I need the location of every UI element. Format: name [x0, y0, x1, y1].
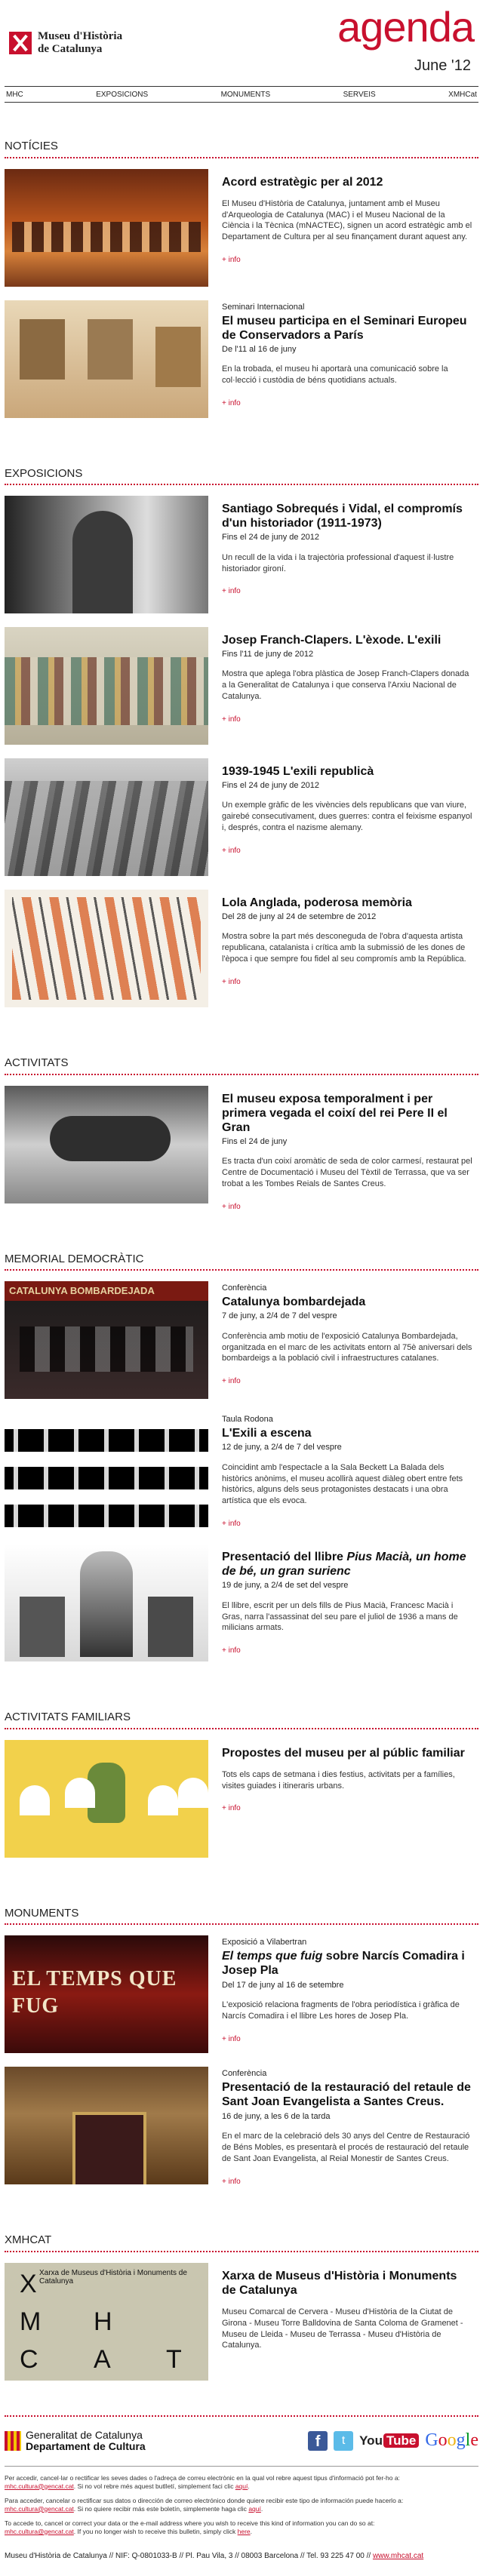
- item-title-main: Presentació del llibre: [222, 1551, 347, 1563]
- more-info-link[interactable]: + info: [222, 978, 241, 987]
- more-info-link[interactable]: + info: [222, 1520, 241, 1529]
- more-info-link[interactable]: + info: [222, 1646, 241, 1655]
- top-nav: [5, 86, 478, 103]
- legal-notice: [5, 2474, 478, 2536]
- header: [5, 0, 478, 83]
- more-info-link[interactable]: + info: [222, 587, 241, 596]
- legal-es: Para acceder, cancelar o rectificar sus datos o dirección de correo electrónico donde quiere recibir este tipo de información puede hacerlo a: mhc.cultura@gencat.cat. Si no quiere recibir más este boletín, simplemente haga clic aquí.: [5, 2496, 404, 2513]
- agenda-date: June '12: [414, 57, 471, 74]
- museum-logo[interactable]: [9, 30, 122, 55]
- xmhcat-letter: X: [20, 2269, 37, 2298]
- list-item: [5, 1086, 478, 1211]
- gencat-flag-icon: [5, 2431, 21, 2451]
- email-link[interactable]: mhc.cultura@gencat.cat: [5, 2527, 74, 2535]
- section-heading-noticies: NOTÍCIES: [5, 103, 478, 158]
- item-title: 1939-1945 L'exili republicà: [222, 765, 374, 778]
- item-dates: De l'11 al 16 de juny: [222, 345, 297, 355]
- item-image[interactable]: [5, 890, 208, 1007]
- item-title: Josep Franch-Clapers. L'èxode. L'exili: [222, 634, 441, 647]
- unsubscribe-link[interactable]: aquí: [235, 2482, 248, 2490]
- nav-serveis[interactable]: SERVEIS: [343, 90, 376, 99]
- xmhcat-letter: H: [94, 2307, 112, 2336]
- xmhcat-letter: A: [94, 2344, 111, 2374]
- list-item: [5, 2067, 478, 2184]
- youtube-text-b: Tube: [383, 2433, 419, 2448]
- item-title-book: Pius Macià, un home de bé, un gran surienc: [222, 1551, 466, 1578]
- item-kicker: Seminari Internacional: [222, 302, 305, 312]
- list-item: [5, 1935, 478, 2053]
- item-title: Xarxa de Museus d'Història i Monuments de Catalunya: [222, 2269, 457, 2297]
- item-image[interactable]: [5, 627, 208, 745]
- section-heading-exposicions: EXPOSICIONS: [5, 432, 478, 486]
- legal-en: To accede to, cancel or correct your data or the e-mail address where you wish to receive this kind of information you can do so at: mhc.cultura@gencat.cat. If you no longer wish to receive this bulletin, simply click here.: [5, 2519, 375, 2535]
- xmhcat-letter: M: [20, 2307, 42, 2336]
- item-image[interactable]: [5, 300, 208, 418]
- item-dates: 19 de juny, a 2/4 de set del vespre: [222, 1581, 349, 1591]
- section-heading-xmhcat: XMHCAT: [5, 2198, 478, 2252]
- item-dates: Del 28 de juny al 24 de setembre de 2012: [222, 912, 377, 922]
- google-letter: G: [425, 2430, 438, 2451]
- xmhcat-letter: T: [166, 2344, 182, 2374]
- item-title: Acord estratègic per al 2012: [222, 175, 383, 189]
- nav-monuments[interactable]: MONUMENTS: [220, 90, 271, 99]
- item-text: Es tracta d'un coixí aromàtic de seda de color carmesí, restaurat pel Centre de Documentació i Museu del Tèxtil de Terrassa, que va ser trobat a les Tombes Reials de Santes Creus.: [222, 1157, 472, 1189]
- item-title: El museu participa en el Seminari Europeu de Conservadors a París: [222, 314, 467, 342]
- item-image[interactable]: [5, 1544, 208, 1661]
- footer-bar: [5, 2417, 478, 2467]
- item-image[interactable]: [5, 496, 208, 613]
- item-image[interactable]: [5, 1412, 208, 1530]
- item-dates: Fins l'11 de juny de 2012: [222, 650, 314, 659]
- youtube-text-a: You: [359, 2433, 383, 2448]
- item-title: Propostes del museu per al públic familiar: [222, 1746, 465, 1760]
- image-band: [5, 1429, 208, 1452]
- list-item: [5, 169, 478, 287]
- item-dates: 12 de juny, a 2/4 de 7 del vespre: [222, 1443, 342, 1452]
- item-text: El Museu d'Història de Catalunya, juntament amb el Museu d'Arqueologia de Catalunya (MAC) i el Museu Nacional de la Ciència i la Tècnica (mNACTEC), signen un acord estratègic amb el Departament de Cultura per al seu finançament durant aquest any.: [222, 198, 472, 242]
- more-info-link[interactable]: + info: [222, 1202, 241, 1211]
- list-item: [5, 2263, 478, 2381]
- item-text: Mostra que aplega l'obra plàstica de Josep Franch-Clapers donada a la Generalitat de Catalunya i que conserva l'Arxiu Nacional de Catalunya.: [222, 669, 469, 702]
- item-title: Santiago Sobrequés i Vidal, el compromís d'un historiador (1911-1973): [222, 503, 463, 530]
- item-title-em: El temps que fuig: [222, 1950, 323, 1963]
- footer-address: Museu d'Història de Catalunya // NIF: Q-0801033-B // Pl. Pau Vila, 3 // 08003 Barcelona // Tel. 93 225 47 00 // www.mhcat.cat: [5, 2551, 424, 2560]
- item-dates: 7 de juny, a 2/4 de 7 del vespre: [222, 1311, 337, 1321]
- item-dates: Fins el 24 de juny de 2012: [222, 533, 320, 543]
- list-item: [5, 1740, 478, 1858]
- list-item: [5, 1544, 478, 1661]
- item-kicker: Conferència: [222, 2069, 267, 2078]
- social-links: [308, 2429, 478, 2452]
- image-caption: CATALUNYA BOMBARDEJADA: [5, 1281, 208, 1301]
- twitter-icon[interactable]: t: [334, 2431, 353, 2451]
- list-item: [5, 758, 478, 876]
- item-text: L'exposició relaciona fragments de l'obra periodística i gràfica de Narcís Comadira i el llibre Les hores de Josep Pla.: [222, 2000, 460, 2021]
- item-kicker: Conferència: [222, 1283, 267, 1293]
- more-info-link[interactable]: + info: [222, 847, 241, 856]
- more-info-link[interactable]: + info: [222, 715, 241, 724]
- list-item: [5, 496, 478, 613]
- item-title: Presentació de la restauració del retaule de Sant Joan Evangelista a Santes Creus.: [222, 2081, 471, 2109]
- item-text: En la trobada, el museu hi aportarà una comunicació sobre la col·lecció i custòdia de béns quotidians actuals.: [222, 364, 448, 386]
- item-text: Un exemple gràfic de les vivències dels republicans que van viure, gairebé consecutivament, dues guerres: contra el feixisme espanyol i, després, contra el nazisme alemany.: [222, 801, 472, 833]
- item-image[interactable]: [5, 1935, 208, 2053]
- item-text: En el marc de la celebració dels 30 anys del Centre de Restauració de Béns Mobles, es presentarà el procés de restauració del retaule de Sant Joan Evangelista, al Reial Monestir de Santes Creus.: [222, 2131, 470, 2163]
- image-band: [5, 1505, 208, 1527]
- item-title-rest: sobre Narcís Comadira i Josep Pla: [222, 1950, 465, 1978]
- xmhcat-letter: C: [20, 2344, 38, 2374]
- section-heading-activitats: ACTIVITATS: [5, 1021, 478, 1075]
- gencat-line-1: Generalitat de Catalunya: [26, 2428, 143, 2441]
- item-title: [222, 1550, 474, 1578]
- gencat-line-2: Departament de Cultura: [26, 2440, 146, 2452]
- google-letter: o: [447, 2430, 457, 2451]
- more-info-link[interactable]: + info: [222, 2177, 241, 2186]
- google-letter: o: [438, 2430, 448, 2451]
- item-kicker: Exposició a Vilabertran: [222, 1938, 307, 1947]
- list-item: [5, 300, 478, 418]
- item-text: Museu Comarcal de Cervera - Museu d'Història de la Ciutat de Girona - Museu Torre Balldovina de Santa Coloma de Gramenet - Museu de Lleida - Museu de Terrassa - Museu d'Història de Catalunya.: [222, 2307, 463, 2350]
- image-band: [5, 1467, 208, 1489]
- item-dates: Del 17 de juny al 16 de setembre: [222, 1980, 344, 1990]
- xmhcat-logo-image[interactable]: [5, 2263, 208, 2381]
- unsubscribe-link[interactable]: aquí: [248, 2504, 261, 2513]
- item-dates: 16 de juny, a les 6 de la tarda: [222, 2111, 331, 2121]
- item-kicker: Taula Rodona: [222, 1415, 273, 1424]
- item-image[interactable]: [5, 1086, 208, 1203]
- item-image[interactable]: [5, 169, 208, 287]
- item-text: Tots els caps de setmana i dies festius, activitats per a famílies, visites guiades i itineraris urbans.: [222, 1769, 455, 1791]
- item-title: Lola Anglada, poderosa memòria: [222, 896, 412, 909]
- more-info-link[interactable]: + info: [222, 1377, 241, 1386]
- item-title: [222, 1949, 474, 1978]
- gencat-logo[interactable]: [5, 2430, 146, 2453]
- image-caption: EL TEMPS QUE FUG: [12, 1967, 177, 2018]
- email-link[interactable]: mhc.cultura@gencat.cat: [5, 2482, 74, 2490]
- google-letter: g: [456, 2430, 466, 2451]
- item-text: Conferència amb motiu de l'exposició Catalunya Bombardejada, organitzada en el marc de les activitats entorn al 75è aniversari dels bombardeigs a la població civil i infraestructures catalanes.: [222, 1331, 472, 1363]
- email-link[interactable]: mhc.cultura@gencat.cat: [5, 2504, 74, 2513]
- nav-xmhcat[interactable]: XMHCat: [448, 90, 477, 99]
- more-info-link[interactable]: + info: [222, 1804, 241, 1813]
- museum-logo-icon: [9, 32, 32, 54]
- item-title: Catalunya bombardejada: [222, 1296, 366, 1309]
- item-text: Mostra sobre la part més desconeguda de l'obra d'aquesta artista republicana, catalanista i crítica amb la submissió de les dones de l'època i que sempre fou fidel al seu compromís amb la República.: [222, 932, 466, 964]
- list-item: [5, 1281, 478, 1399]
- item-image[interactable]: [5, 758, 208, 876]
- item-text: Coincidint amb l'espectacle a la Sala Beckett La Balada dels històrics anònims, el museu acollirà aquest diàleg obert entre fets històrics, alguns dels seus protagonistes destacats i una obra artística que els evoca.: [222, 1462, 463, 1506]
- more-info-link[interactable]: + info: [222, 399, 241, 408]
- more-info-link[interactable]: + info: [222, 2034, 241, 2043]
- google-letter: l: [465, 2430, 471, 2451]
- facebook-icon[interactable]: f: [308, 2431, 328, 2451]
- item-image[interactable]: [5, 2067, 208, 2184]
- google-letter: e: [470, 2430, 478, 2451]
- legal-ca: Per accedir, cancel·lar o rectificar les seves dades o l'adreça de correu electrònic en la qual vol rebre aquest tipus d'informació pot fer-ho a: mhc.cultura@gencat.cat. Si no vol rebre més aquest butlletí, simplement faci clic aquí.: [5, 2473, 400, 2490]
- item-dates: Fins el 24 de juny de 2012: [222, 781, 320, 791]
- nav-exposicions[interactable]: EXPOSICIONS: [96, 90, 149, 99]
- section-heading-memorial: MEMORIAL DEMOCRÀTIC: [5, 1217, 478, 1271]
- unsubscribe-link[interactable]: here: [237, 2527, 251, 2535]
- more-info-link[interactable]: + info: [222, 256, 241, 265]
- item-dates: Fins el 24 de juny: [222, 1137, 288, 1147]
- xmhcat-subtitle: Xarxa de Museus d'Història i Monuments de Catalunya: [39, 2268, 187, 2286]
- agenda-title: agenda: [337, 3, 474, 51]
- logo-line-2: de Catalunya: [38, 42, 103, 55]
- item-text: El llibre, escrit per un dels fills de Pius Macià, Francesc Macià i Gras, narra l'assassinat del seu pare el juliol de 1936 a mans de milicians armats.: [222, 1600, 458, 1633]
- item-title: L'Exili a escena: [222, 1427, 312, 1440]
- google-icon[interactable]: [425, 2429, 478, 2452]
- item-text: Un recull de la vida i la trajectòria professional d'aquest il·lustre historiador gironí.: [222, 552, 454, 573]
- section-heading-familiars: ACTIVITATS FAMILIARS: [5, 1675, 478, 1729]
- logo-line-1: Museu d'Història: [38, 30, 123, 42]
- list-item: [5, 1412, 478, 1530]
- youtube-icon[interactable]: [359, 2433, 419, 2449]
- list-item: [5, 890, 478, 1007]
- section-heading-monuments: MONUMENTS: [5, 1871, 478, 1926]
- item-image[interactable]: [5, 1740, 208, 1858]
- nav-mhc[interactable]: MHC: [6, 90, 23, 99]
- item-image[interactable]: [5, 1281, 208, 1399]
- website-link[interactable]: www.mhcat.cat: [372, 2551, 424, 2560]
- item-title: El museu exposa temporalment i per primera vegada el coixí del rei Pere II el Gran: [222, 1092, 448, 1134]
- list-item: [5, 627, 478, 745]
